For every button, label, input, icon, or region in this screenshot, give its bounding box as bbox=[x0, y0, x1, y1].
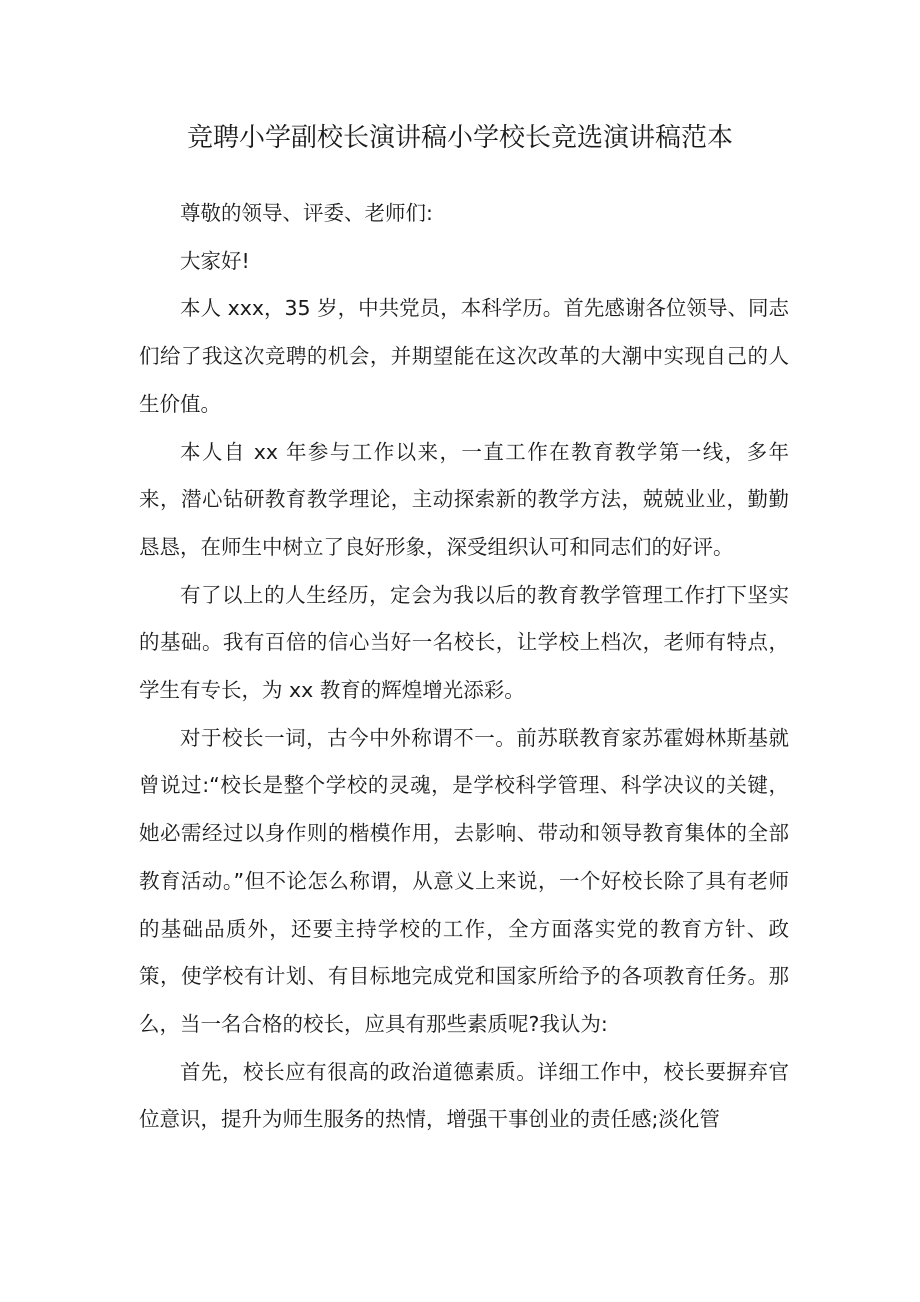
body-paragraph: 有了以上的人生经历，定会为我以后的教育教学管理工作打下坚实的基础。我有百倍的信心当好一名校长，让学校上档次，老师有特点，学生有专长，为 xx 教育的辉煌增光添彩。 bbox=[139, 582, 789, 703]
body-paragraph: 本人 xxx，35 岁，中共党员，本科学历。首先感谢各位领导、同志们给了我这次竞聘的机会，并期望能在这次改革的大潮中实现自己的人生价值。 bbox=[139, 296, 789, 416]
greeting-paragraph: 大家好! bbox=[180, 248, 250, 273]
document-title: 竞聘小学副校长演讲稿小学校长竞选演讲稿范本 bbox=[186, 123, 733, 153]
body-paragraph: 首先，校长应有很高的政治道德素质。详细工作中，校长要摒弃官位意识，提升为师生服务的热情，增强干事创业的责任感;淡化管 bbox=[139, 1059, 789, 1132]
body-paragraph: 本人自 xx 年参与工作以来，一直工作在教育教学第一线，多年来，潜心钻研教育教学理论，主动探索新的教学方法，兢兢业业，勤勤恳恳，在师生中树立了良好形象，深受组织认可和同志们的好评。 bbox=[139, 439, 789, 559]
salutation-paragraph: 尊敬的领导、评委、老师们: bbox=[180, 201, 433, 225]
document-body bbox=[139, 190, 789, 1144]
body-paragraph: 对于校长一词，古今中外称谓不一。前苏联教育家苏霍姆林斯基就曾说过:“校长是整个学校的灵魂，是学校科学管理、科学决议的关键，她必需经过以身作则的楷模作用，去影响、带动和领导教育集体的全部教育活动。”但不论怎么称谓，从意义上来说，一个好校长除了具有老师的基础品质外，还要主持学校的工作，全方面落实党的教育方针、政策，使学校有计划、有目标地完成党和国家所给予的各项教育任务。那么，当一名合格的校长，应具有那些素质呢?我认为: bbox=[139, 725, 789, 1036]
